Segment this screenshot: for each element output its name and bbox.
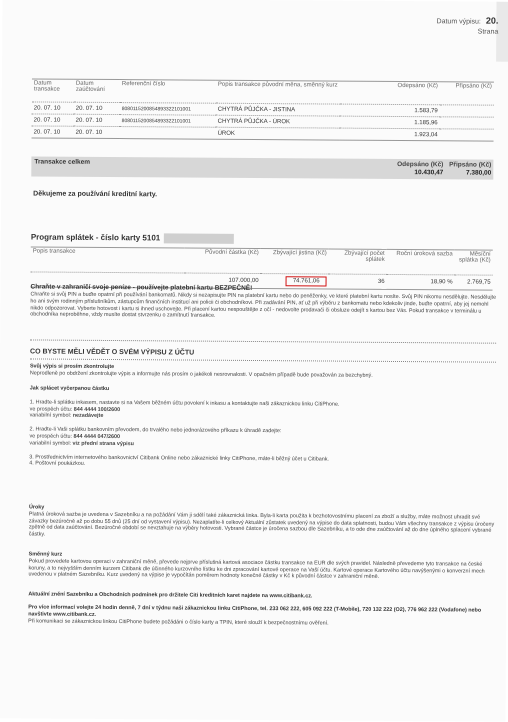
pay-option-2: 2. Hradte-li Vaši splátku bankovním převodem, do trvalého nebo jednorázového příkazu k úhradě zadejte: bbox=[29, 426, 282, 435]
col-credit: Připsáno (Kč) bbox=[440, 82, 494, 105]
row-date-tx: 20. 07. 10 bbox=[32, 114, 74, 126]
col-inst-orig: Původní částka (Kč) bbox=[185, 248, 261, 274]
pay-2-account-label: ve prospěch účtu: bbox=[29, 433, 73, 440]
contact-section bbox=[28, 604, 496, 628]
col-debit: Odepsáno (Kč) bbox=[340, 81, 440, 105]
highlight-box bbox=[286, 276, 327, 286]
inst-remaining-cell bbox=[260, 274, 328, 289]
row-date-post: 20. 07. 10 bbox=[74, 114, 120, 126]
row-date-tx: 20. 07. 10 bbox=[32, 102, 74, 114]
inst-monthly: 2.769,75 bbox=[454, 275, 492, 290]
col-inst-remaining: Zbývající jistina (Kč) bbox=[261, 249, 329, 274]
page-label: Strana bbox=[477, 28, 499, 36]
col-ref: Referenční číslo bbox=[120, 80, 216, 104]
row-ref bbox=[120, 127, 216, 140]
pay-title: Jak splácet vyčerpanou částku bbox=[29, 385, 110, 392]
row-date-post: 20. 07. 10 bbox=[74, 102, 120, 114]
statement-date bbox=[436, 15, 498, 27]
row-debit: 1.583,79 bbox=[340, 104, 440, 117]
row-credit bbox=[440, 117, 494, 129]
warning-title: Chraňte v zahraničí svoje peníze - používejte platební kartu BEZPEČNĚ! bbox=[30, 283, 253, 292]
interest-text: Platná úroková sazba je uvedena v Sazebníku a na požádání Vám ji sdělí také zákaznická linka. Byla-li karta použita k bezhotovostnímu placení za zboží a služby, máte možnost uhradit své závazky bezúročně až po dobu 55 dnů (25 dní od vystavení výpisu). Nezaplatíte-li celkový Aktuální zůstatek uvedený na výpise do data splatnosti, budou Vám všechny transakce z výpisu úročeny zpětně od data zaúčtování. Bezúročné období se nevztahuje na výběry hotovosti. Vybrané částce je úročena sazbou dle Sazebníku, a to ode dne zaúčtování až do dne úplného splacení vybrané částky. bbox=[28, 511, 495, 538]
thanks-message: Děkujeme za používání kreditní karty. bbox=[33, 190, 158, 199]
installments-header-row bbox=[31, 247, 493, 275]
pay-1-symbol: nezadávejte bbox=[72, 413, 104, 420]
transactions-total-bar bbox=[31, 156, 493, 179]
transactions-table bbox=[32, 78, 494, 141]
installments-title bbox=[31, 232, 234, 243]
total-label: Transakce celkem bbox=[34, 158, 91, 166]
rates-text: Aktuální znění Sazebníku a Obchodních podmínek pro držitele Citi kreditních karet najdete na www.citibank.cz. bbox=[28, 591, 313, 600]
inst-remaining: 74.761,06 bbox=[292, 278, 320, 285]
pay-1-symbol-label: variabilní symbol: bbox=[29, 412, 72, 420]
row-date-tx: 20. 07. 10 bbox=[32, 126, 74, 138]
statement-date-value: 20. bbox=[485, 15, 499, 26]
row-debit: 1.185,96 bbox=[340, 116, 440, 129]
col-date-tx: Datum transakce bbox=[32, 79, 74, 102]
row-desc: CHYTRÁ PŮJČKA - JISTINA bbox=[216, 103, 340, 116]
row-ref: 8080115200854893322101001 bbox=[120, 115, 216, 128]
interest-title: Úroky bbox=[28, 504, 45, 511]
inst-count: 36 bbox=[328, 274, 386, 289]
inst-rate: 18,90 % bbox=[386, 274, 454, 289]
row-date-post: 20. 07. 10 bbox=[74, 126, 120, 138]
pay-2-account: 844 4444 047/2600 bbox=[73, 433, 121, 441]
row-ref: 8080115200854893322101001 bbox=[120, 103, 216, 116]
section-divider bbox=[30, 339, 496, 343]
total-credit-value: 7.380,00 bbox=[465, 169, 492, 177]
col-inst-count: Zbývající počet splátek bbox=[329, 249, 387, 274]
redacted-card-number bbox=[164, 233, 234, 243]
table-row bbox=[32, 126, 494, 141]
col-inst-rate: Roční úroková sazba bbox=[387, 249, 455, 274]
col-inst-monthly: Měsíční splátka (Kč) bbox=[455, 250, 493, 275]
contact-text: Pro více informací volejte 24 hodin denně, 7 dní v týdnu naši zákaznickou linku CitiPhone, tel. 233 062 222, 605 092 222 (T-Mobile), 720 132 222 (O2), 776 962 222 (Vodafone) nebo navštivte www.citibank.cz. bbox=[28, 604, 482, 618]
pay-option-4: 4. Poštovní poukázkou. bbox=[29, 460, 86, 468]
row-credit bbox=[440, 129, 494, 141]
inst-orig: 107.000,00 bbox=[185, 273, 261, 289]
pay-2-symbol: viz přední strana výpisu bbox=[72, 440, 135, 447]
installments-title-text: Program splátek - číslo karty 5101 bbox=[30, 232, 161, 243]
fx-title: Směnný kurz bbox=[28, 551, 63, 558]
pay-1-account-label: ve prospěch účtu: bbox=[29, 406, 73, 413]
total-debit-value: 10.430,47 bbox=[414, 169, 444, 177]
know-title: CO BYSTE MĚLI VĚDĚT O SVÉM VÝPISU Z ÚČTU bbox=[30, 348, 195, 357]
check-text: Neprodleně po obdržení zkontrolujte výpis a informujte nás prosím o jakékoli nesrovnalosti. V opačném případě bude považován za bezchybný. bbox=[29, 370, 373, 379]
col-inst-desc: Popis transakce bbox=[31, 247, 185, 273]
statement-date-label: Datum výpisu: bbox=[436, 18, 481, 26]
row-credit bbox=[440, 105, 494, 117]
rates-line bbox=[28, 591, 496, 601]
fx-section bbox=[28, 551, 496, 581]
pay-2-symbol-label: variabilní symbol: bbox=[29, 440, 72, 447]
pay-option-1: 1. Hradte-li splátku inkasem, nastavte si na Vašem běžném účtu povolení k inkasu a kontaktujte naši zákaznickou linku CitiPhone. bbox=[29, 399, 340, 408]
check-section bbox=[30, 363, 498, 380]
transactions-header-row bbox=[32, 79, 494, 105]
pay-option-3: 3. Prostřednictvím internetového bankovnictví Citibank Online nebo zákaznické linky CitiPhone, máte-li běžný účet u Citibank. bbox=[29, 454, 329, 463]
pay-section bbox=[29, 385, 498, 470]
statement-header bbox=[436, 15, 498, 37]
pay-1-account: 844 4444 100/2600 bbox=[73, 406, 121, 413]
check-title: Svůj výpis si prosím zkontrolujte bbox=[29, 363, 115, 371]
row-debit: 1.923,04 bbox=[340, 128, 440, 141]
col-date-post: Datum zaúčtování bbox=[74, 79, 120, 102]
row-desc: ÚROK bbox=[216, 127, 340, 140]
contact-text-2: Při komunikaci se zákaznickou linkou CitiPhone budete požádáni o číslo karty a TPIN, které slouží k bezpečnostnímu ověření. bbox=[28, 618, 329, 627]
warning-text: Chraňte si svůj PIN a buďte opatrní při používání bankomatů. Nikdy si nezapisujte PIN na platební kartu nebo do peněženky, ve které platební kartu nosíte. Svůj PIN nikomu nesdělujte. Nesdělujte ho ani svým rodinným příslušníkům, zástupcům finančních institucí ani policii či obchodníkovi. Při zadávání PIN, ať už při výběru z bankomatu nebo kdekoliv jinde, buďte opatrní, aby jej nemohl nikdo odpozorovat. Vyberte hotovost i kartu si ihned uschovejte. Při placení kartou nespouštějte z očí - nedovolte prodavači či obsluze odejít s kartou bez Vás. Pokud transakce v terminálu u obchodníka neproběhne, vždy musíte dostat stvrzenku o zamítnutí transakce. bbox=[30, 291, 497, 320]
col-desc: Popis transakce původní měna, směnný kurz bbox=[216, 80, 340, 104]
section-divider bbox=[30, 358, 496, 362]
total-credit-label: Připsáno (Kč) bbox=[449, 161, 492, 169]
fx-text: Pokud provedete kartovou operaci v zahraniční měně, převede nejprve příslušná kartová asociace částku transakce na EUR dle svých pravidel. Následně převedeme tyto transakce na české koruny, a to nejvyšším denním kurzem Citibank dle účinného kurzovního lístku ke dni zpracování kartové operace na Vaší účtu. Kartové operace Kartového účtu navýšenými o konverzní mech uvedenou v platném Sazebníku. Kurz uvedený na výpise je vypočítán poměrem hodnoty konečné částky v Kč k původní částce v zahraniční měně. bbox=[28, 558, 485, 581]
total-debit-label: Odepsáno (Kč) bbox=[397, 160, 444, 169]
interest-section bbox=[29, 504, 497, 541]
row-desc: CHYTRÁ PŮJČKA - ÚROK bbox=[216, 115, 340, 128]
